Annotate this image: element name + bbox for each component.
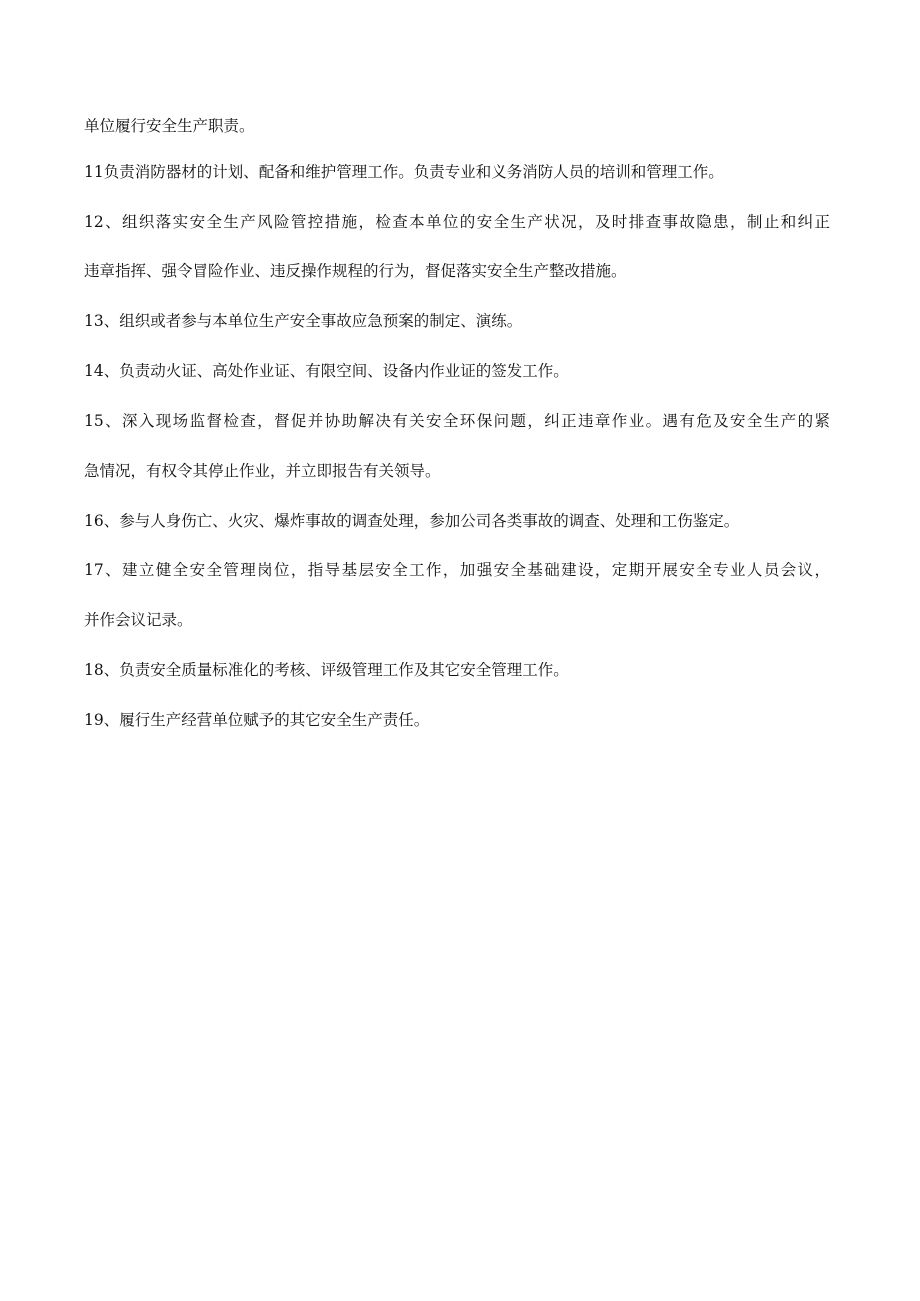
text-line-item-12: 12、组织落实安全生产风险管控措施，检查本单位的安全生产状况，及时排查事故隐患，制止和纠正: [84, 213, 830, 231]
text-line-item-16: 16、参与人身伤亡、火灾、爆炸事故的调查处理，参加公司各类事故的调查、处理和工伤鉴定。: [84, 512, 740, 530]
text-line-item-15-cont: 急情况，有权令其停止作业，并立即报告有关领导。: [84, 462, 441, 480]
text-line-item-17: 17、建立健全安全管理岗位，指导基层安全工作，加强安全基础建设，定期开展安全专业人员会议，: [84, 561, 830, 579]
text-line-item-19: 19、履行生产经营单位赋予的其它安全生产责任。: [84, 711, 430, 729]
text-line-item-11: 11负责消防器材的计划、配备和维护管理工作。负责专业和义务消防人员的培训和管理工作。: [84, 163, 724, 181]
text-line-item-12-cont: 违章指挥、强令冒险作业、违反操作规程的行为，督促落实安全生产整改措施。: [84, 262, 627, 280]
text-line-item-18: 18、负责安全质量标准化的考核、评级管理工作及其它安全管理工作。: [84, 661, 569, 679]
text-line-item-14: 14、负责动火证、高处作业证、有限空间、设备内作业证的签发工作。: [84, 362, 569, 380]
text-line-item-17-cont: 并作会议记录。: [84, 611, 193, 629]
text-line-item-13: 13、组织或者参与本单位生产安全事故应急预案的制定、演练。: [84, 312, 523, 330]
text-line-continuation: 单位履行安全生产职责。: [84, 117, 255, 135]
text-line-item-15: 15、深入现场监督检查，督促并协助解决有关安全环保问题，纠正违章作业。遇有危及安全生产的紧: [84, 412, 830, 430]
